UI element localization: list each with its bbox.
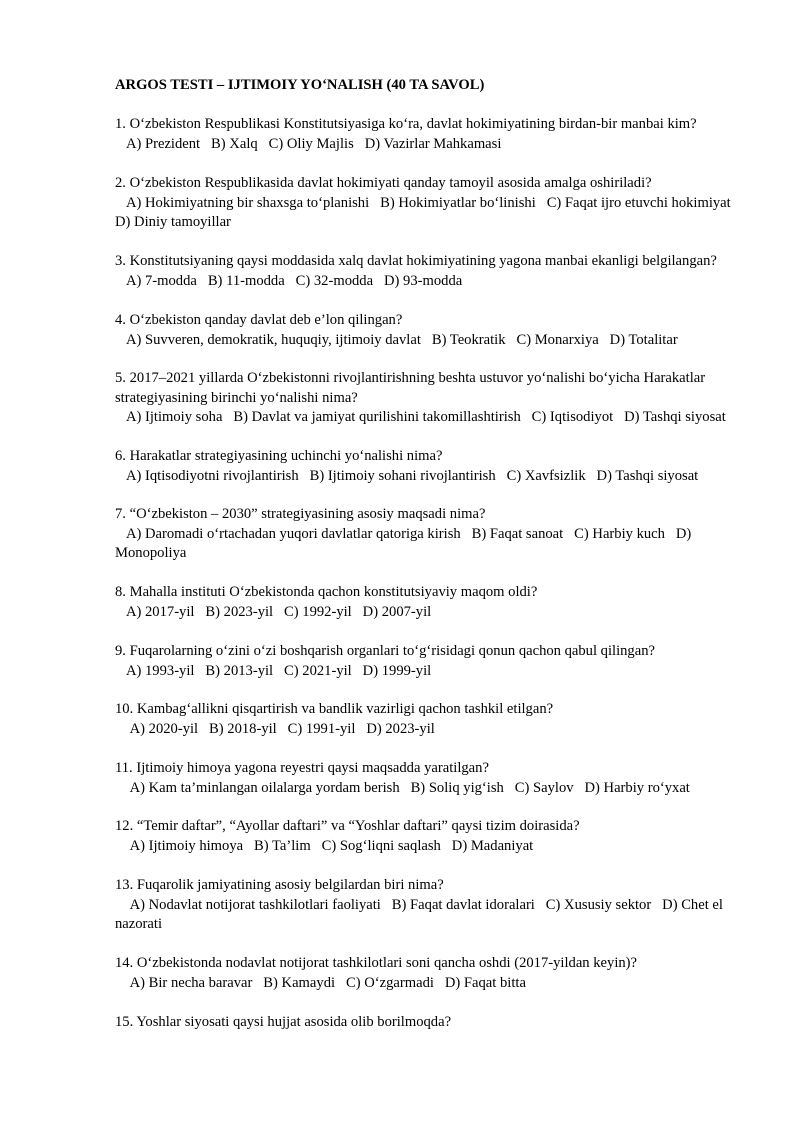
- question-text: 7. “O‘zbekiston – 2030” strategiyasining asosiy maqsadi nima?: [115, 506, 486, 522]
- question-options: A) Nodavlat notijorat tashkilotlari faoliyati B) Faqat davlat idoralari C) Xususiy sektor D) Chet el nazorati: [115, 896, 727, 932]
- question-text: 5. 2017–2021 yillarda O‘zbekistonni rivojlantirishning beshta ustuvor yo‘nalishi bo‘yicha Harakatlar strategiyasining birinchi yo‘nalishi nima?: [115, 370, 706, 406]
- question-text: 9. Fuqarolarning o‘zini o‘zi boshqarish organlari to‘g‘risidagi qonun qachon qabul qilingan?: [115, 643, 655, 659]
- document-title: ARGOS TESTI – IJTIMOIY YO‘NALISH (40 TA SAVOL): [115, 77, 485, 93]
- question-4: [115, 311, 755, 350]
- question-14: [115, 954, 755, 993]
- question-text: 11. Ijtimoiy himoya yagona reyestri qaysi maqsadda yaratilgan?: [115, 760, 489, 776]
- question-options: A) 1993-yil B) 2013-yil C) 2021-yil D) 1999-yil: [115, 662, 432, 679]
- question-options: A) Ijtimoiy himoya B) Ta’lim C) Sog‘liqni saqlash D) Madaniyat: [115, 837, 534, 854]
- question-text: 4. O‘zbekiston qanday davlat deb e’lon qilingan?: [115, 312, 403, 328]
- question-1: [115, 115, 755, 154]
- question-options: A) Hokimiyatning bir shaxsga to‘planishi B) Hokimiyatlar bo‘linishi C) Faqat ijro etuvchi hokimiyat D) Diniy tamoyillar: [115, 194, 742, 230]
- question-13: [115, 876, 755, 935]
- question-text: 3. Konstitutsiyaning qaysi moddasida xalq davlat hokimiyatining yagona manbai ekanligi belgilangan?: [115, 253, 717, 269]
- question-7: [115, 505, 755, 564]
- question-options: A) Prezident B) Xalq C) Oliy Majlis D) Vazirlar Mahkamasi: [115, 135, 502, 152]
- question-options: A) Daromadi o‘rtachadan yuqori davlatlar qatoriga kirish B) Faqat sanoat C) Harbiy kuch D) Monopoliya: [115, 525, 695, 561]
- question-options: A) 2020-yil B) 2018-yil C) 1991-yil D) 2023-yil: [115, 720, 435, 737]
- question-11: [115, 759, 755, 798]
- question-text: 14. O‘zbekistonda nodavlat notijorat tashkilotlari soni qancha oshdi (2017-yildan keyin)?: [115, 955, 638, 971]
- question-text: 6. Harakatlar strategiyasining uchinchi yo‘nalishi nima?: [115, 448, 443, 464]
- question-text: 1. O‘zbekiston Respublikasi Konstitutsiyasiga ko‘ra, davlat hokimiyatining birdan-bir manbai kim?: [115, 116, 697, 132]
- question-8: [115, 583, 755, 622]
- question-15: [115, 1013, 755, 1033]
- question-3: [115, 252, 755, 291]
- question-options: A) Iqtisodiyotni rivojlantirish B) Ijtimoiy sohani rivojlantirish C) Xavfsizlik D) Tashqi siyosat: [115, 467, 699, 484]
- question-text: 10. Kambag‘allikni qisqartirish va bandlik vazirligi qachon tashkil etilgan?: [115, 701, 554, 717]
- question-text: 15. Yoshlar siyosati qaysi hujjat asosida olib borilmoqda?: [115, 1014, 452, 1030]
- question-12: [115, 817, 755, 856]
- question-options: A) 7-modda B) 11-modda C) 32-modda D) 93-modda: [115, 272, 463, 289]
- question-9: [115, 642, 755, 681]
- question-text: 13. Fuqarolik jamiyatining asosiy belgilardan biri nima?: [115, 877, 444, 893]
- question-options: A) 2017-yil B) 2023-yil C) 1992-yil D) 2007-yil: [115, 603, 432, 620]
- question-5: [115, 369, 755, 428]
- question-options: A) Kam ta’minlangan oilalarga yordam berish B) Soliq yig‘ish C) Saylov D) Harbiy ro‘yxat: [115, 779, 690, 796]
- question-text: 12. “Temir daftar”, “Ayollar daftari” va “Yoshlar daftari” qaysi tizim doirasida?: [115, 818, 580, 834]
- question-options: A) Ijtimoiy soha B) Davlat va jamiyat qurilishini takomillashtirish C) Iqtisodiyot D) Tashqi siyosat: [115, 409, 726, 425]
- question-10: [115, 700, 755, 739]
- question-6: [115, 447, 755, 486]
- question-2: [115, 174, 755, 233]
- question-options: A) Bir necha baravar B) Kamaydi C) O‘zgarmadi D) Faqat bitta: [115, 974, 526, 991]
- question-text: 2. O‘zbekiston Respublikasida davlat hokimiyati qanday tamoyil asosida amalga oshiriladi?: [115, 175, 652, 191]
- question-options: A) Suvveren, demokratik, huquqiy, ijtimoiy davlat B) Teokratik C) Monarxiya D) Totalitar: [115, 331, 678, 348]
- question-text: 8. Mahalla instituti O‘zbekistonda qachon konstitutsiyaviy maqom oldi?: [115, 584, 538, 600]
